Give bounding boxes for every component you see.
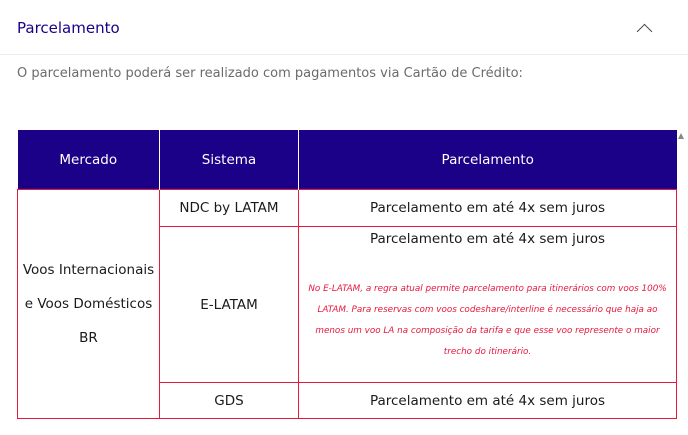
header-mercado: Mercado xyxy=(18,130,160,190)
mercado-line-1: Voos Internacionais xyxy=(22,262,155,278)
header-sistema: Sistema xyxy=(160,130,299,190)
table-row xyxy=(18,190,677,227)
chevron-up-icon[interactable] xyxy=(637,24,653,40)
scroll-up-arrow-icon[interactable] xyxy=(678,133,684,139)
sistema-cell: GDS xyxy=(160,383,299,419)
accordion-title: Parcelamento xyxy=(17,19,120,37)
mercado-line-2: e Voos Domésticos BR xyxy=(24,296,153,346)
table-header-row xyxy=(18,130,677,190)
intro-text: O parcelamento poderá ser realizado com pagamentos via Cartão de Crédito: xyxy=(17,66,523,81)
parcelamento-cell xyxy=(299,227,677,383)
header-parcelamento: Parcelamento xyxy=(299,130,677,190)
parcelamento-cell: Parcelamento em até 4x sem juros xyxy=(299,383,677,419)
sistema-cell: NDC by LATAM xyxy=(160,190,299,227)
installments-table xyxy=(17,130,677,419)
e-latam-note: No E-LATAM, a regra atual permite parcelamento para itinerários com voos 100% LATAM. Para reservas com voos codeshare/interline é necessário que haja ao menos um voo LA na composição da tarifa e que esse voo represente o maior trecho do itinerário. xyxy=(308,284,667,357)
accordion-header[interactable] xyxy=(0,0,688,55)
parcelamento-text: Parcelamento em até 4x sem juros xyxy=(369,231,606,247)
mercado-cell xyxy=(18,190,160,419)
sistema-cell: E-LATAM xyxy=(160,227,299,383)
parcelamento-cell: Parcelamento em até 4x sem juros xyxy=(299,190,677,227)
